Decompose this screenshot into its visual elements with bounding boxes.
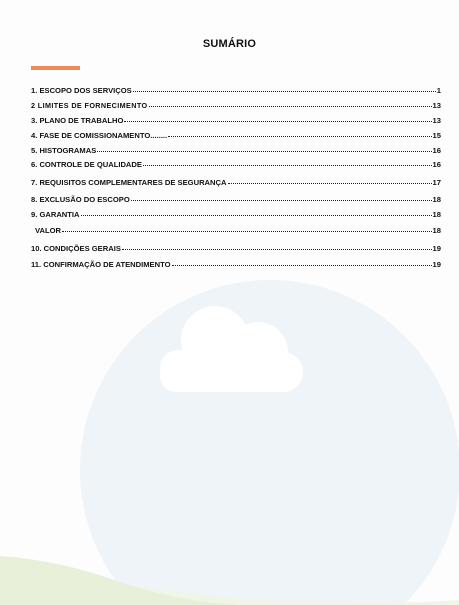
- toc-entry-page: 1: [436, 86, 441, 95]
- toc-entry-label: 4. FASE DE COMISSIONAMENTO........: [31, 131, 168, 140]
- toc-entry-page: 18: [432, 210, 441, 219]
- toc-entry-valor[interactable]: [35, 225, 441, 236]
- toc-entry-page: 16: [432, 146, 441, 155]
- toc-entry-label: 2 LIMITES DE FORNECIMENTO: [31, 101, 148, 110]
- toc-entry-label: 10. CONDIÇÕES GERAIS: [31, 244, 121, 253]
- toc-entry-label: 9. GARANTIA: [31, 210, 80, 219]
- title-accent-bar: [31, 66, 80, 70]
- toc-entry-page: 16: [432, 160, 441, 169]
- dot-leader: [172, 264, 432, 266]
- toc-entry-label: 3. PLANO DE TRABALHO: [31, 116, 124, 125]
- dot-leader: [97, 150, 431, 152]
- toc-entry-seguranca[interactable]: [31, 177, 441, 188]
- toc-entry-plano[interactable]: [31, 115, 441, 126]
- page-title: SUMÁRIO: [202, 38, 257, 50]
- dot-leader: [81, 214, 432, 216]
- toc-entry-label: 11. CONFIRMAÇÃO DE ATENDIMENTO: [31, 260, 171, 269]
- toc-entry-controle[interactable]: [31, 159, 441, 170]
- dot-leader: [131, 199, 432, 201]
- toc-entry-exclusao[interactable]: [31, 194, 441, 205]
- dot-leader: [168, 135, 431, 137]
- toc-entry-page: 18: [432, 195, 441, 204]
- toc-entry-page: 13: [432, 116, 441, 125]
- toc-entry-page: 19: [432, 244, 441, 253]
- dot-leader: [228, 182, 432, 184]
- toc-entry-condicoes[interactable]: [31, 243, 441, 254]
- toc-entry-label: VALOR: [35, 226, 62, 235]
- toc-entry-confirmacao[interactable]: [31, 259, 441, 270]
- toc-entry-label: 1. ESCOPO DOS SERVIÇOS: [31, 86, 132, 95]
- toc-entry-garantia[interactable]: [31, 209, 441, 220]
- toc-entry-label: 5. HISTOGRAMAS: [31, 146, 97, 155]
- toc-entry-page: 18: [432, 226, 441, 235]
- toc-entry-histogramas[interactable]: [31, 145, 441, 156]
- toc-entry-page: 19: [432, 260, 441, 269]
- dot-leader: [62, 230, 432, 232]
- toc-entry-page: 15: [432, 131, 441, 140]
- toc-entry-comissionamento[interactable]: [31, 130, 441, 141]
- dot-leader: [133, 90, 436, 92]
- toc-entry-limites[interactable]: [31, 100, 441, 111]
- dot-leader: [149, 105, 432, 107]
- toc-entry-label: 8. EXCLUSÃO DO ESCOPO: [31, 195, 130, 204]
- dot-leader: [122, 248, 432, 250]
- toc-entry-label: 7. REQUISITOS COMPLEMENTARES DE SEGURANÇA: [31, 178, 227, 187]
- dot-leader: [143, 164, 432, 166]
- dot-leader: [124, 120, 431, 122]
- toc-entry-page: 13: [432, 101, 441, 110]
- toc-entry-label: 6. CONTROLE DE QUALIDADE: [31, 160, 142, 169]
- toc-entry-escopo[interactable]: [31, 85, 441, 96]
- toc-entry-page: 17: [432, 178, 441, 187]
